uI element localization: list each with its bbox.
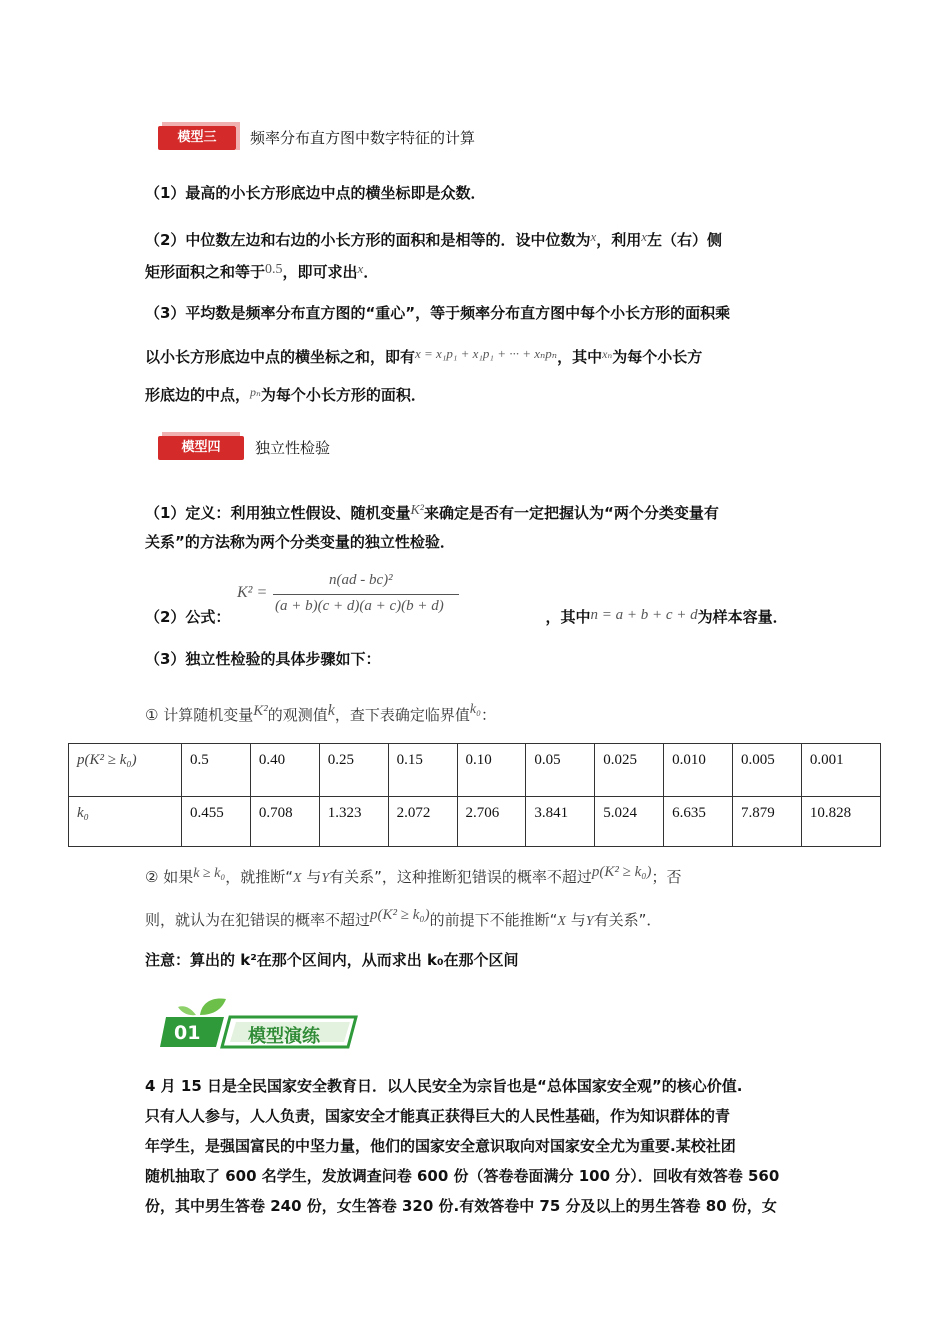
table-cell: 1.323: [319, 797, 388, 847]
table-cell: 5.024: [595, 797, 664, 847]
critical-value-table: [68, 743, 881, 847]
model3-p3-line1: （3）平均数是频率分布直方图的“重心”，等于频率分布直方图中每个小长方形的面积乘: [145, 304, 731, 322]
table-cell: 0.708: [250, 797, 319, 847]
practice-line: 只有人人参与，人人负责，国家安全才能真正获得巨大的人民性基础，作为知识群体的青: [145, 1107, 731, 1125]
model3-p2-line2: 矩形面积之和等于0.5，即可求出x．: [145, 261, 379, 281]
k2-formula: K² = n(ad - bc)² (a + b)(c + d)(a + c)(b + d): [237, 572, 467, 622]
practice-line: 年学生，是强国富民的中坚力量，他们的国家安全意识取向对国家安全尤为重要.某校社团: [145, 1137, 736, 1155]
practice-badge: [160, 995, 360, 1055]
table-cell: 0.5: [182, 744, 251, 797]
model4-step1: ① 计算随机变量K²的观测值k，查下表确定临界值k₀：: [145, 702, 496, 724]
table-cell: 2.072: [388, 797, 457, 847]
table-head-p: p(K² ≥ k₀): [69, 744, 182, 797]
model4-title: 独立性检验: [255, 439, 331, 457]
practice-number: 01: [174, 1022, 201, 1044]
model4-tag-label: 模型四: [158, 436, 244, 460]
model3-p3-line3: 形底边的中点，$^{p_n}$为每个小长方形的面积．: [145, 385, 426, 404]
practice-line: 4 月 15 日是全民国家安全教育日．以人民安全为宗旨也是“总体国家安全观”的核心价值.: [145, 1077, 743, 1095]
table-cell: 2.706: [457, 797, 526, 847]
table-cell: 0.40: [250, 744, 319, 797]
model4-formula-line: （2）公式： ，其中n = a + b + c + d为样本容量．: [145, 607, 788, 626]
model4-steps-title: （3）独立性检验的具体步骤如下：: [145, 650, 381, 668]
table-head-k: k₀: [69, 797, 182, 847]
table-cell: 10.828: [801, 797, 880, 847]
practice-label: 模型演练: [248, 1026, 320, 1047]
model3-p3-line2: 以小长方形底边中点的横坐标之和，即有x = x₁p₁ + x₁p₁ + ··· + xₙpₙ，其中$^{x_n}$为每个小长方: [145, 346, 703, 366]
model4-step2-line2: 则，就认为在犯错误的概率不超过p(K² ≥ k₀)的前提下不能推断“X 与Y有关系”．: [145, 907, 662, 929]
table-cell: 0.05: [526, 744, 595, 797]
table-cell: 0.15: [388, 744, 457, 797]
table-cell: 7.879: [733, 797, 802, 847]
model4-def-line2: 关系”的方法称为两个分类变量的独立性检验．: [145, 533, 455, 551]
table-row-p: [69, 744, 881, 797]
practice-line: 随机抽取了 600 名学生，发放调查问卷 600 份（答卷卷面满分 100 分）．回收有效答卷 560: [145, 1167, 780, 1185]
table-cell: 0.455: [182, 797, 251, 847]
table-cell: 0.025: [595, 744, 664, 797]
mean-formula: x = x₁p₁ + x₁p₁ + ··· + xₙpₙ: [415, 346, 558, 361]
model4-note: 注意：算出的 k²在那个区间内，从而求出 k₀在那个区间: [145, 951, 519, 969]
table-cell: 6.635: [664, 797, 733, 847]
table-cell: 0.10: [457, 744, 526, 797]
model3-p1: （1）最高的小长方形底边中点的横坐标即是众数．: [145, 184, 486, 202]
model4-step2-line1: ② 如果k ≥ k₀，就推断“X 与Y有关系”，这种推断犯错误的概率不超过p(K² ≥ k₀)；否: [145, 864, 682, 886]
table-cell: 3.841: [526, 797, 595, 847]
model3-tag-label: 模型三: [158, 126, 236, 150]
table-cell: 0.25: [319, 744, 388, 797]
model4-def-line1: （1）定义：利用独立性假设、随机变量K²来确定是否有一定把握认为“两个分类变量有: [145, 503, 719, 522]
model3-p2-line1: （2）中位数左边和右边的小长方形的面积和是相等的．设中位数为x，利用x左（右）侧: [145, 229, 723, 249]
table-cell: 0.001: [801, 744, 880, 797]
table-row-k: [69, 797, 881, 847]
table-cell: 0.005: [733, 744, 802, 797]
model3-title: 频率分布直方图中数字特征的计算: [250, 129, 476, 147]
practice-line: 份，其中男生答卷 240 份，女生答卷 320 份.有效答卷中 75 分及以上的男生答卷 80 份，女: [145, 1197, 777, 1215]
table-cell: 0.010: [664, 744, 733, 797]
